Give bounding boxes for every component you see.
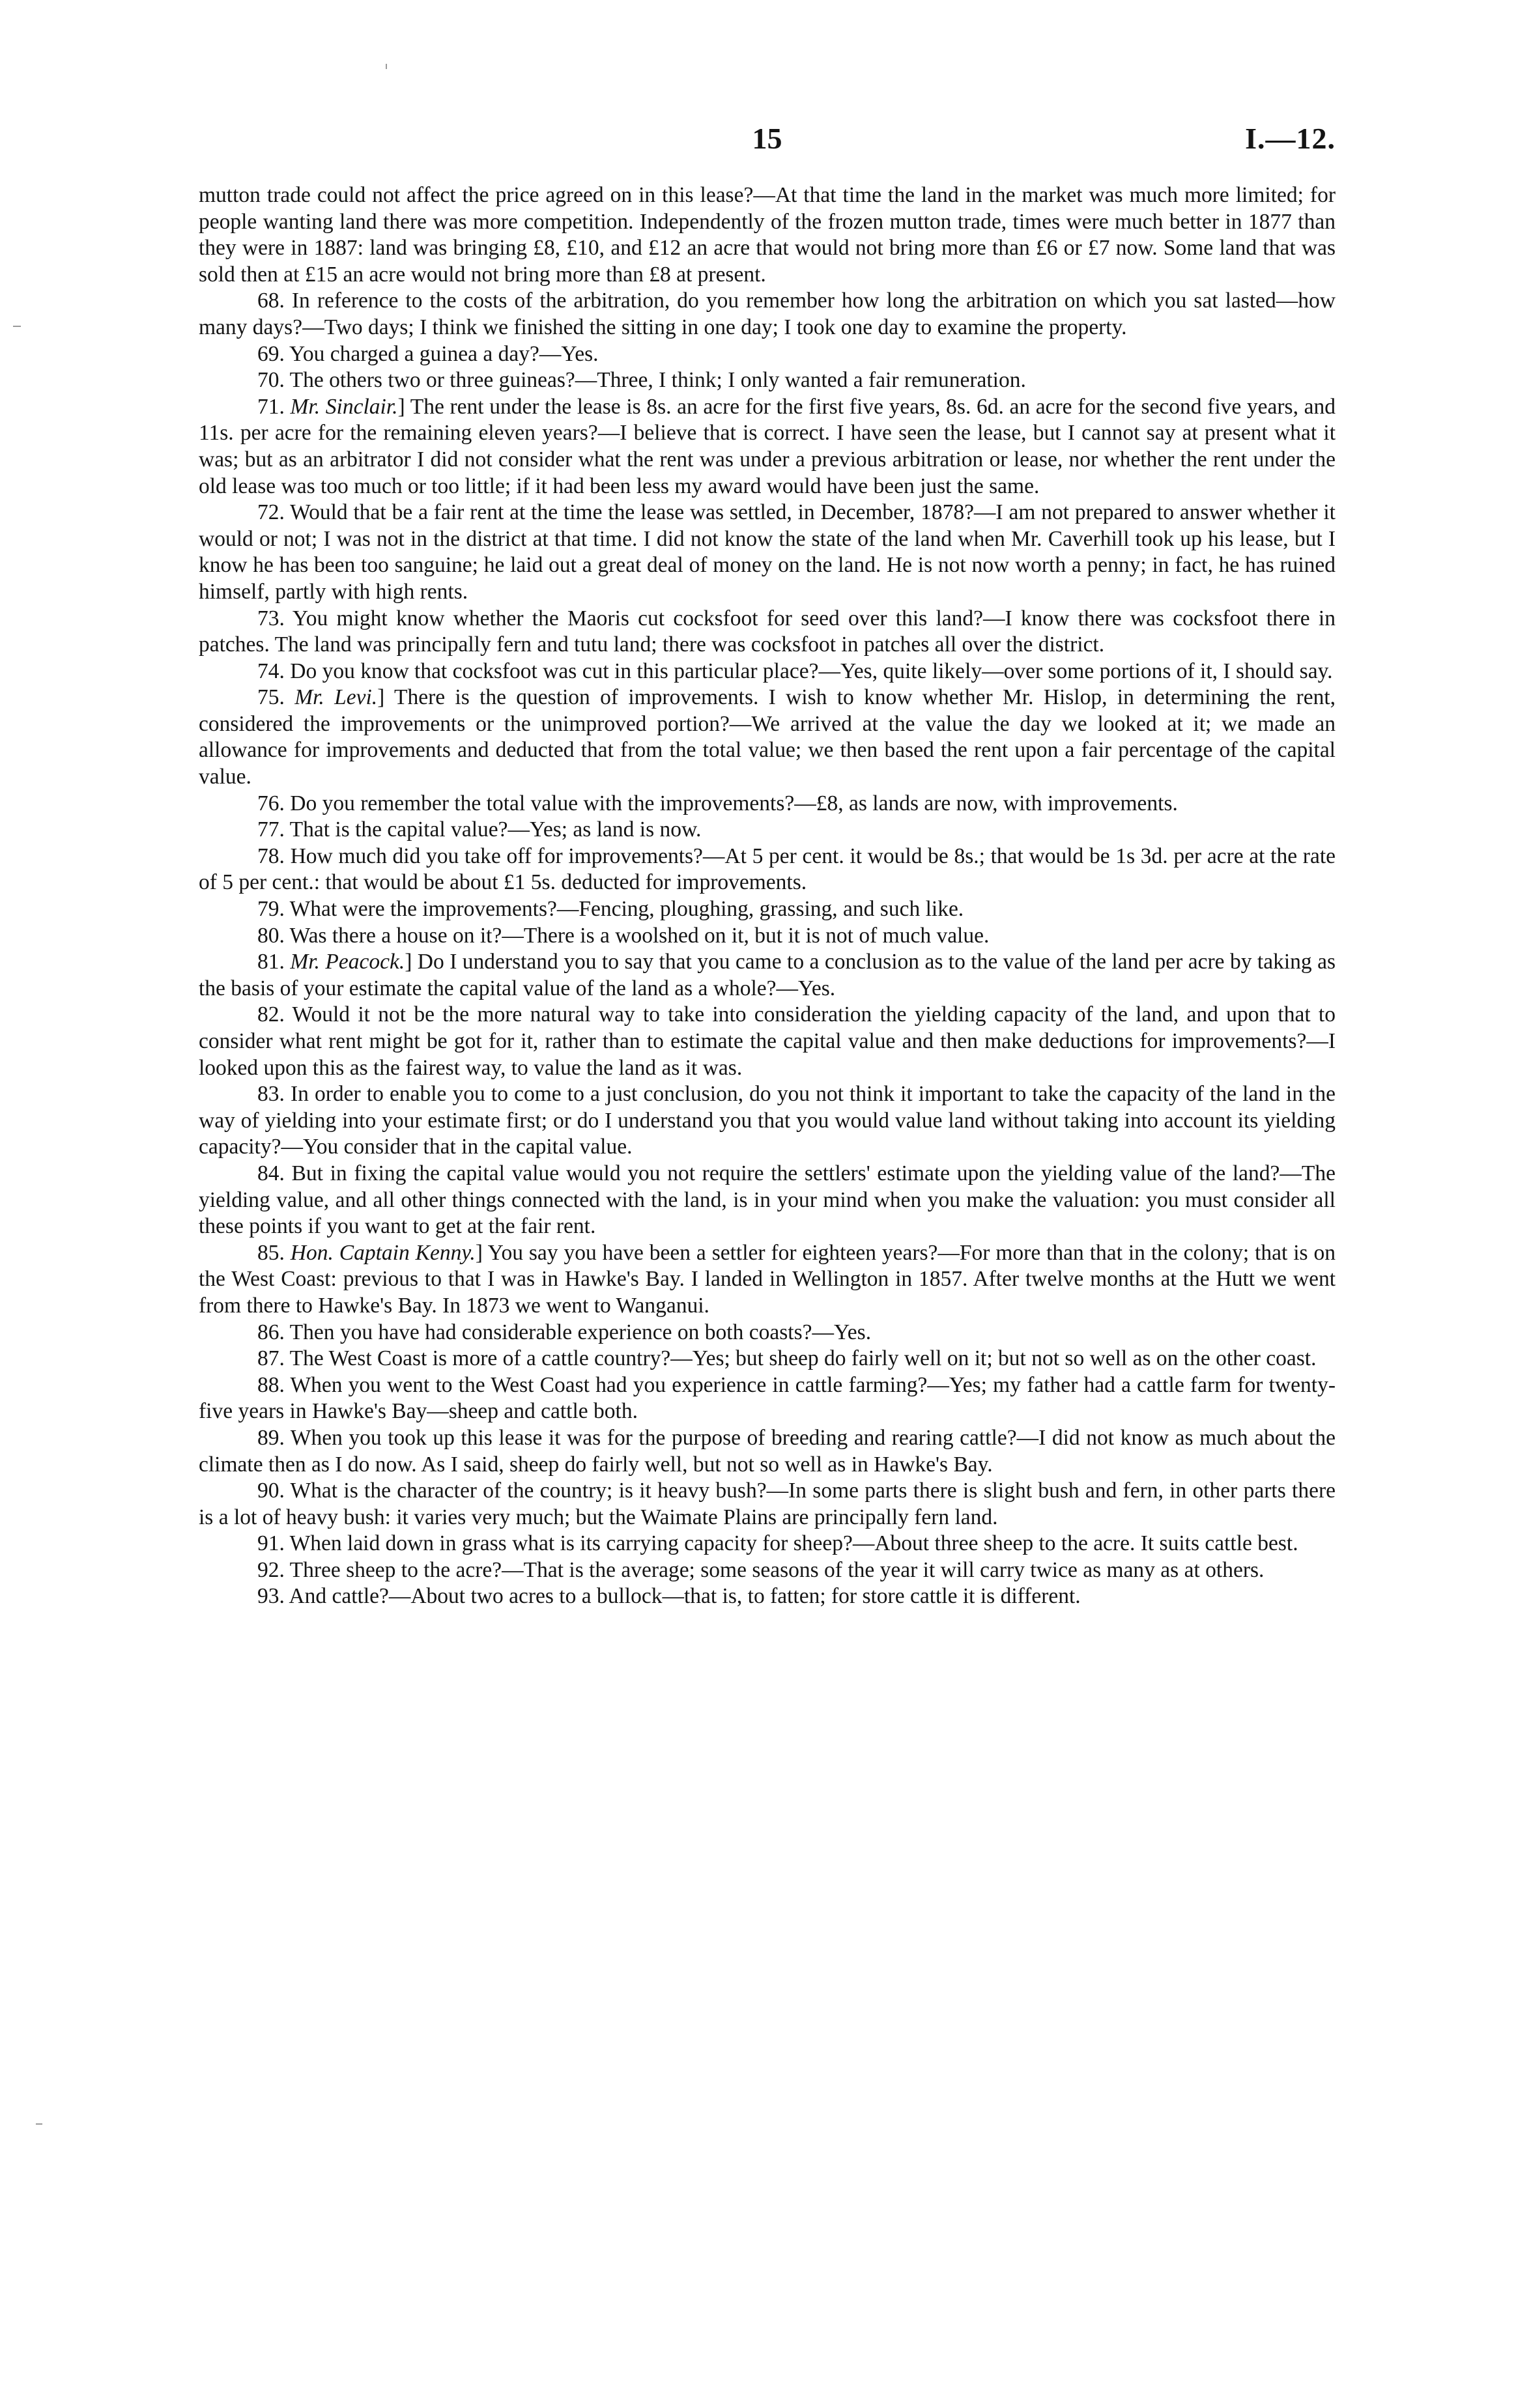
paragraph: 91. When laid down in grass what is its carrying capacity for sheep?—About three sheep to the acre. It suits cattle best. <box>257 1531 1298 1556</box>
paragraph: 83. In order to enable you to come to a just conclusion, do you not think it important to take the capacity of the land in the way of yielding into your estimate first; or do I understand you that you would value land without taking into account its yielding capacity?—You consider that in the capital value. <box>199 1082 1336 1159</box>
speaker-name: Mr. Levi. <box>294 685 378 710</box>
paragraph: 85. Hon. Captain Kenny.] You say you have been a settler for eighteen years?—For more than that in the colony; that is on the West Coast: previous to that I was in Hawke's Bay. I landed in Wellington in 1857. After twelve months at the Hutt we went from there to Hawke's Bay. In 1873 we went to Wanganui. <box>199 1240 1336 1318</box>
paragraph: 92. Three sheep to the acre?—That is the average; some seasons of the year it will carry twice as many as at others. <box>257 1557 1265 1582</box>
paragraph: 87. The West Coast is more of a cattle country?—Yes; but sheep do fairly well on it; but not so well as on the other coast. <box>257 1346 1317 1371</box>
scan-mark <box>386 64 387 69</box>
paragraph: 93. And cattle?—About two acres to a bullock—that is, to fatten; for store cattle it is different. <box>257 1584 1081 1609</box>
paragraph: 75. Mr. Levi.] There is the question of improvements. I wish to know whether Mr. Hislop, in determining the rent, considered the improvements or the unimproved portion?—We arrived at the value the day we looked at it; we made an allowance for improvements and deducted that from the total value; we then based the rent upon a fair percentage of the capital value. <box>199 685 1336 789</box>
paragraph: 84. But in fixing the capital value would you not require the settlers' estimate upon the yielding value of the land?—The yielding value, and all other things connected with the land, is in your mind when you make the valuation: you must consider all these points if you want to get at the fair rent. <box>199 1161 1336 1239</box>
paragraph: 71. Mr. Sinclair.] The rent under the lease is 8s. an acre for the first five years, 8s. 6d. an acre for the second five years, and 11s. per acre for the remaining eleven years?—I believe that is correct. I have seen the lease, but I cannot say at present what it was; but as an arbitrator I did not consider what the rent was under a previous arbitration or lease, nor whether the rent under the old lease was too much or too little; if it had been less my award would have been just the same. <box>199 394 1336 498</box>
paragraph: 82. Would it not be the more natural way to take into consideration the yielding capacity of the land, and upon that to consider what rent might be got for it, rather than to estimate the capital value and then make deductions for improvements?—I looked upon this as the fairest way, to value the land as it was. <box>199 1002 1336 1080</box>
paragraph: 68. In reference to the costs of the arbitration, do you remember how long the arbitration on which you sat lasted—how many days?—Two days; I think we finished the sitting in one day; I took one day to examine the property. <box>199 289 1336 339</box>
paragraph: 89. When you took up this lease it was for the purpose of breeding and rearing cattle?—I did not know as much about the climate then as I do now. As I said, sheep do fairly well, but not so well as in Hawke's Bay. <box>199 1425 1336 1477</box>
testimony-body <box>199 182 1336 1610</box>
paragraph: 88. When you went to the West Coast had you experience in cattle farming?—Yes; my father had a cattle farm for twenty-five years in Hawke's Bay—sheep and cattle both. <box>199 1372 1336 1424</box>
speaker-name: Mr. Sinclair. <box>290 394 398 419</box>
scan-mark <box>36 2123 42 2125</box>
paragraph: 80. Was there a house on it?—There is a woolshed on it, but it is not of much value. <box>257 923 990 948</box>
page-number: 15 <box>752 122 782 155</box>
paragraph: 72. Would that be a fair rent at the time the lease was settled, in December, 1878?—I am not prepared to answer whether it would or not; I was not in the district at that time. I did not know the state of the land when Mr. Caverhill took up his lease, but I know he has been too sanguine; he laid out a great deal of money on the land. He is not now worth a penny; in fact, he has ruined himself, partly with high rents. <box>199 500 1336 604</box>
paragraph: 70. The others two or three guineas?—Three, I think; I only wanted a fair remuneration. <box>257 368 1026 393</box>
scan-mark <box>13 326 21 327</box>
paragraph: 74. Do you know that cocksfoot was cut in this particular place?—Yes, quite likely—over some portions of it, I should say. <box>257 659 1333 683</box>
paragraph: 86. Then you have had considerable experience on both coasts?—Yes. <box>257 1320 872 1344</box>
paragraph: 77. That is the capital value?—Yes; as land is now. <box>257 817 702 842</box>
speaker-name: Hon. Captain Kenny. <box>290 1240 476 1265</box>
paragraph: 90. What is the character of the country; is it heavy bush?—In some parts there is slight bush and fern, in other parts there is a lot of heavy bush: it varies very much; but the Waimate Plains are principally fern land. <box>199 1479 1336 1529</box>
paragraph: 76. Do you remember the total value with the improvements?—£8, as lands are now, with improvements. <box>257 791 1178 815</box>
document-reference: I.—12. <box>1245 122 1336 155</box>
paragraph: 69. You charged a guinea a day?—Yes. <box>257 341 599 366</box>
speaker-name: Mr. Peacock. <box>290 950 405 974</box>
paragraph: 81. Mr. Peacock.] Do I understand you to say that you came to a conclusion as to the value of the land per acre by taking as the basis of your estimate the capital value of the land as a whole?—Yes. <box>199 950 1336 1000</box>
paragraph: mutton trade could not affect the price agreed on in this lease?—At that time the land in the market was much more limited; for people wanting land there was more competition. Independently of the frozen mutton trade, times were much better in 1877 than they were in 1887: land was bringing £8, £10, and £12 an acre that would not bring more than £6 or £7 now. Some land that was sold then at £15 an acre would not bring more than £8 at present. <box>199 183 1336 287</box>
paragraph: 79. What were the improvements?—Fencing, ploughing, grassing, and such like. <box>257 897 964 922</box>
paragraph: 78. How much did you take off for improvements?—At 5 per cent. it would be 8s.; that would be 1s 3d. per acre at the rate of 5 per cent.: that would be about £1 5s. deducted for improvements. <box>199 843 1336 895</box>
page-header <box>199 121 1336 160</box>
paragraph: 73. You might know whether the Maoris cut cocksfoot for seed over this land?—I know there was cocksfoot there in patches. The land was principally fern and tutu land; there was cocksfoot in patches all over the district. <box>199 606 1336 657</box>
